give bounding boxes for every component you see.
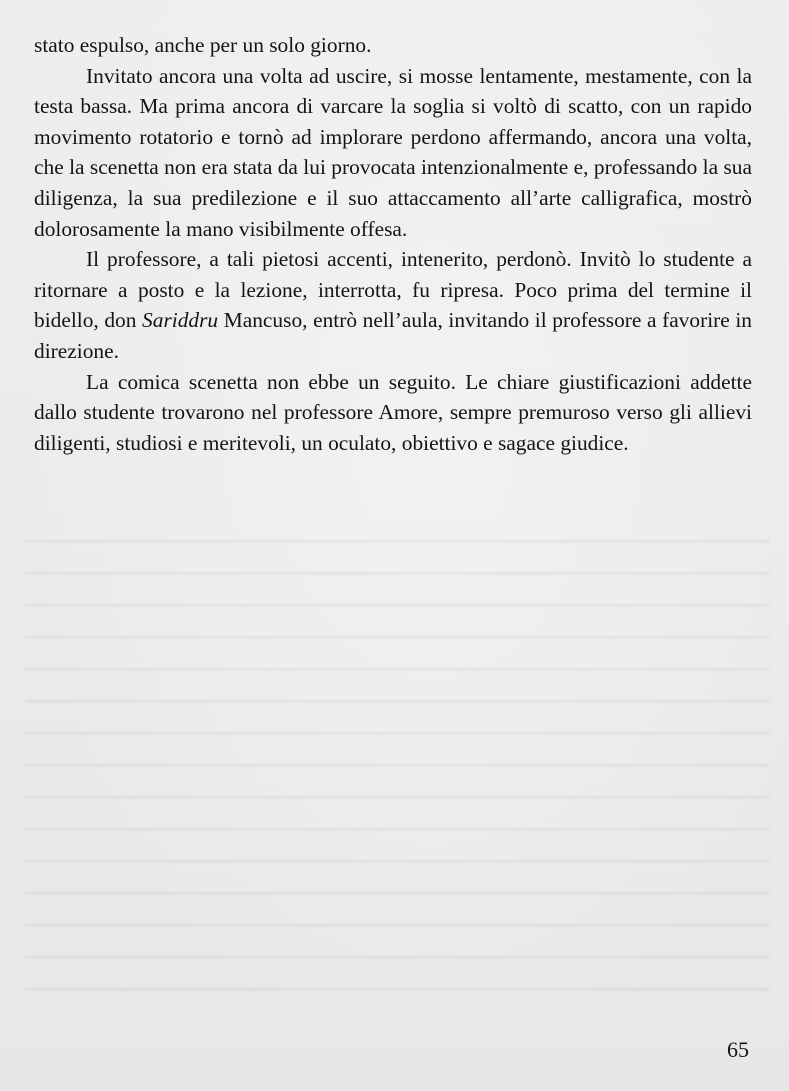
bleed-through-line <box>25 828 770 831</box>
bleed-through-line <box>25 796 770 799</box>
paragraph: La comica scenetta non ebbe un seguito. Le chiare giustificazioni addette dallo studente trovarono nel professore Amore, sempre premuroso verso gli allievi diligenti, studiosi e meritevoli, un oculato, obiettivo e sagace giudice. <box>34 369 752 455</box>
bleed-through-line <box>25 700 770 703</box>
paragraph: Invitato ancora una volta ad uscire, si mosse lentamente, mestamente, con la testa bassa. Ma prima ancora di varcare la soglia si voltò di scatto, con un rapido movimento rotatorio e tornò ad implorare perdono affermando, ancora una volta, che la scenetta non era stata da lui provocata intenzionalmente e, professando la sua diligenza, la sua predilezione e il suo attaccamento all’arte calligrafica, mostrò dolorosamente la mano visibilmente offesa. <box>34 63 752 241</box>
paragraph-text: Mancuso, entrò nell’aula, invitando il professore a favorire in direzione. <box>34 308 752 363</box>
paragraph-text: Il professore, a tali pietosi accenti, intenerito, perdonò. Invitò lo studente a ritornare a posto e la lezione, interrotta, fu ripresa. Poco prima del termine il bidello, don <box>34 247 752 333</box>
bleed-through-line <box>25 668 770 671</box>
bleed-through-line <box>25 860 770 863</box>
bleed-through-line <box>25 636 770 639</box>
paragraph: stato espulso, anche per un solo giorno. <box>34 33 372 57</box>
body-text <box>34 30 752 458</box>
bleed-through-line <box>25 764 770 767</box>
bleed-through-line <box>25 572 770 575</box>
bleed-through-line <box>25 732 770 735</box>
bleed-through-line <box>25 924 770 927</box>
bleed-through-line <box>25 540 770 543</box>
page-number: 65 <box>727 1037 749 1062</box>
paragraph <box>34 244 752 366</box>
bleed-through-line <box>25 956 770 959</box>
bleed-through-line <box>25 892 770 895</box>
bleed-through-line <box>25 604 770 607</box>
bleed-through-line <box>25 988 770 991</box>
italic-name: Sariddru <box>142 308 219 333</box>
